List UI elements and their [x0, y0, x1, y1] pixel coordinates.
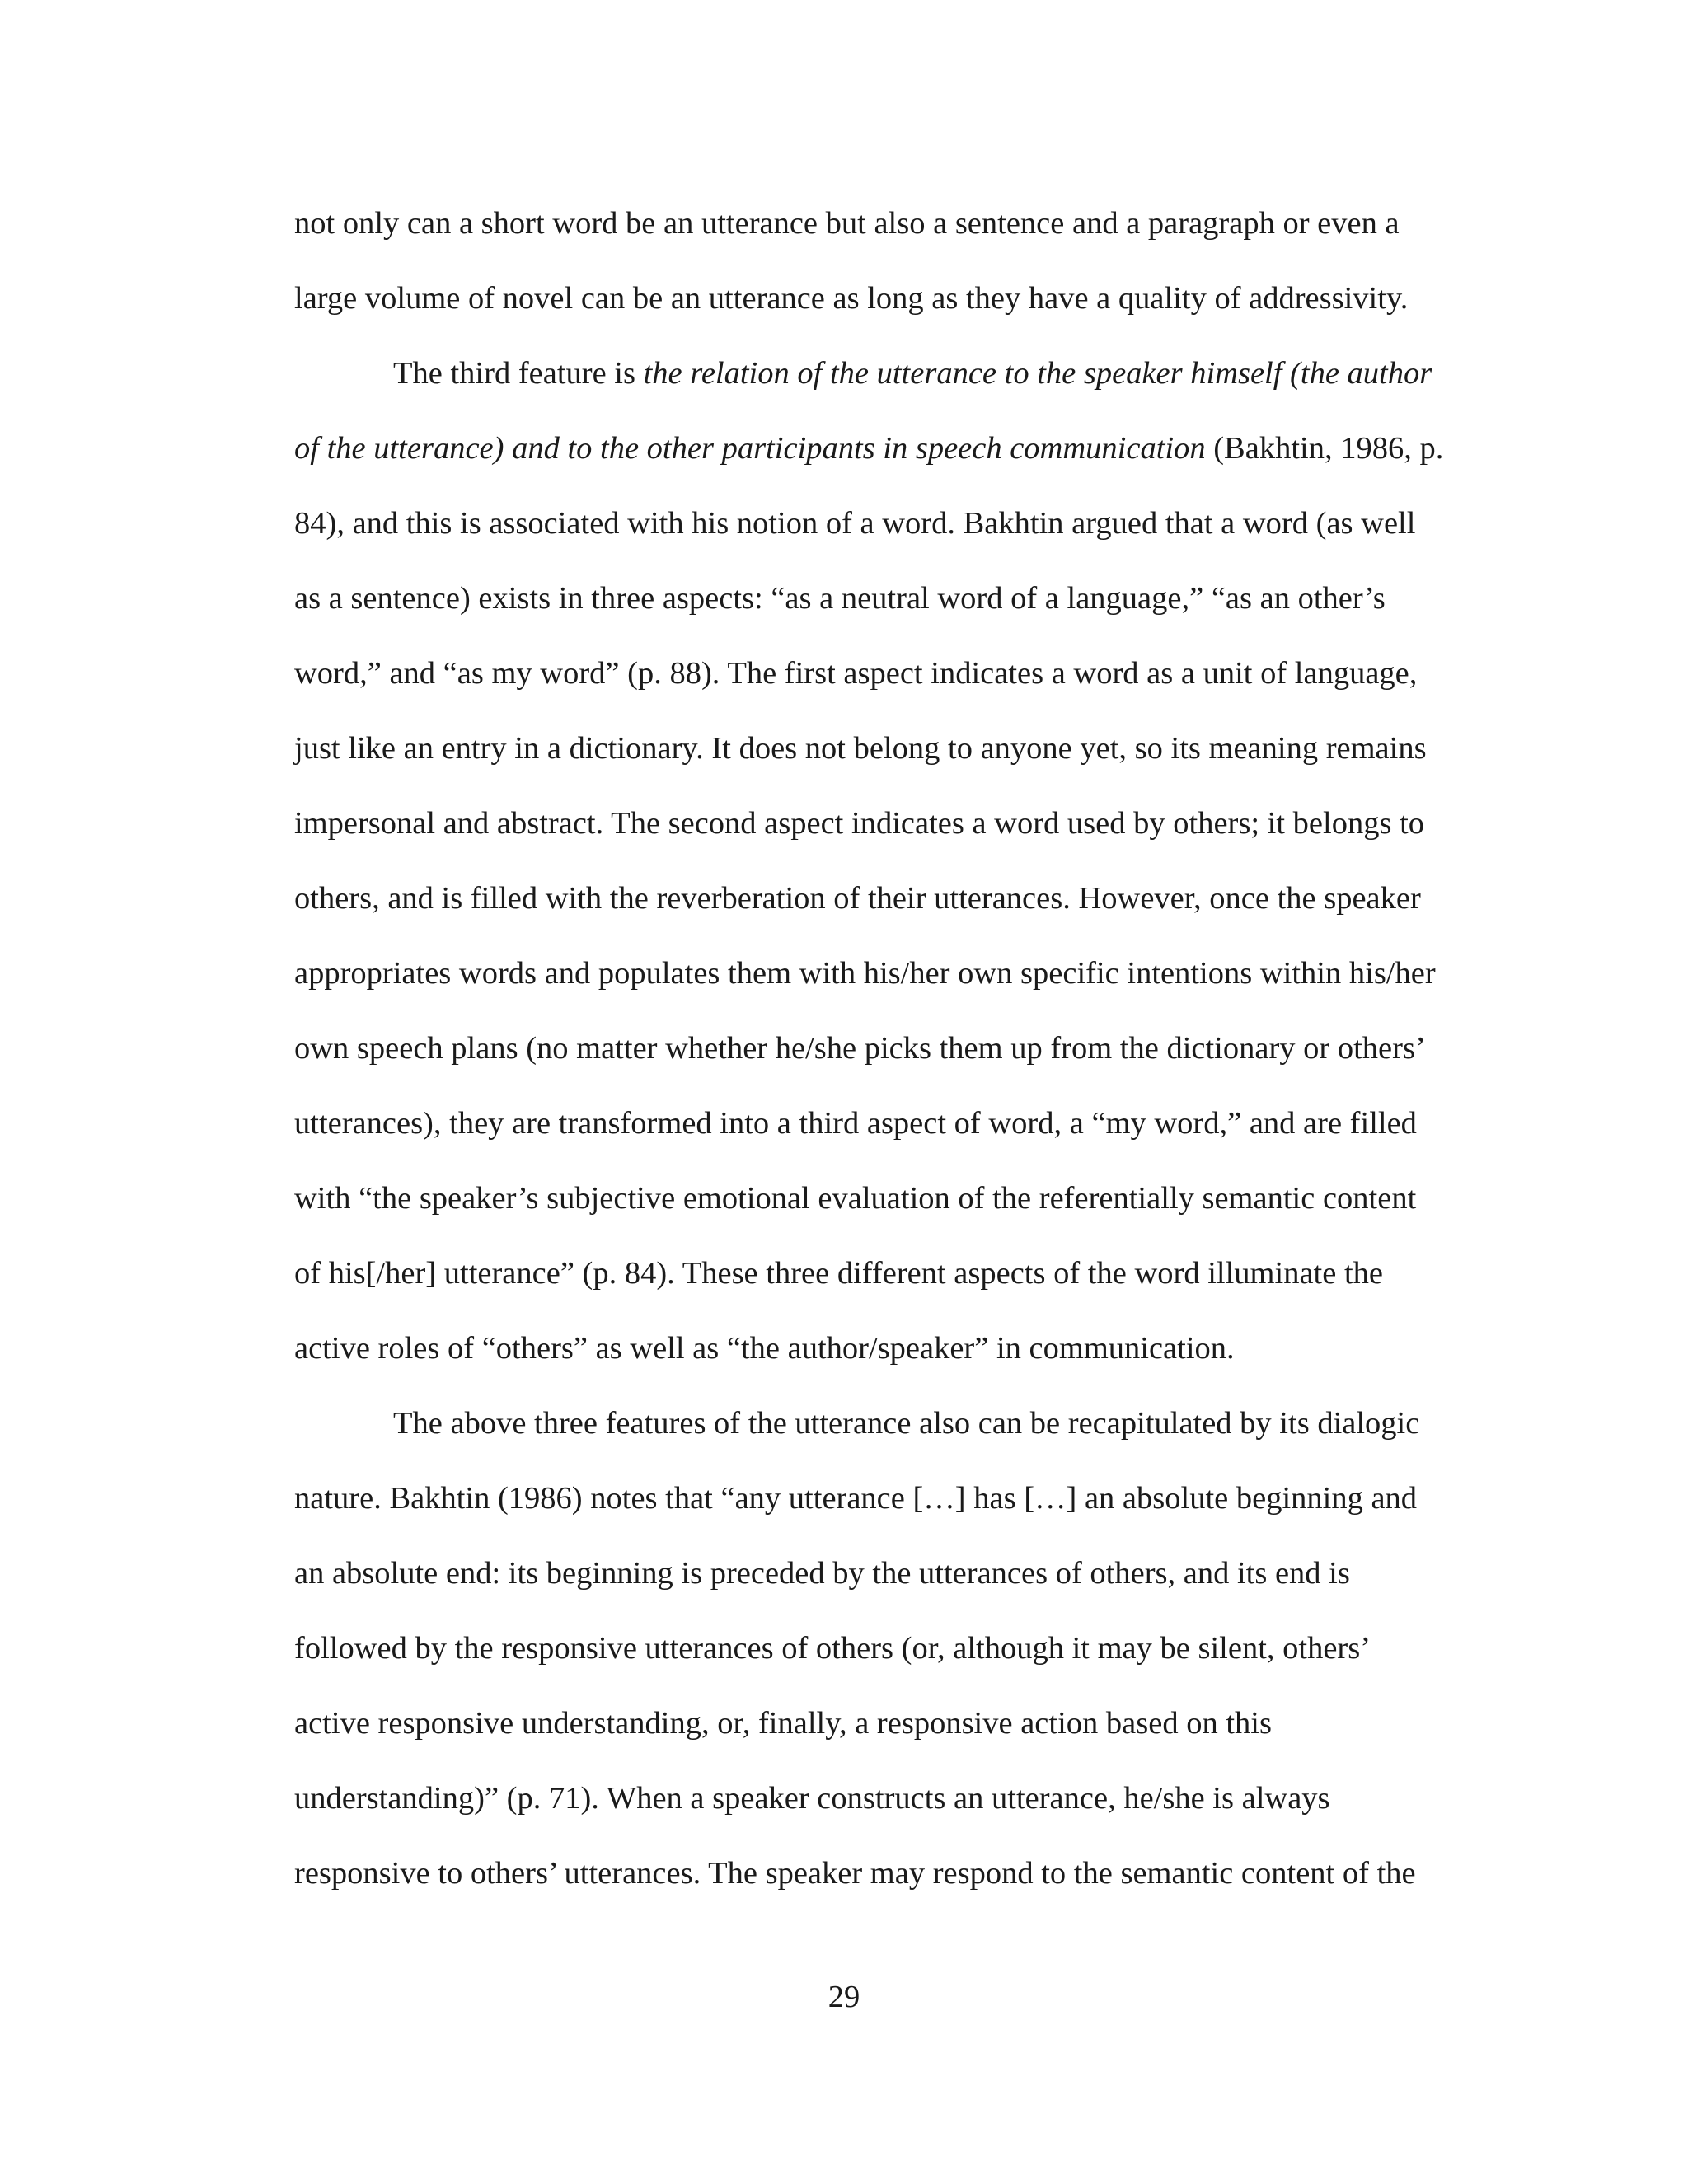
- text-line: [294, 1161, 1481, 1236]
- paragraph: [294, 186, 1481, 336]
- text-segment: (Bakhtin, 1986, p.: [1205, 431, 1444, 466]
- text-segment: word,” and “as my word” (p. 88). The first aspect indicates a word as a unit of language,: [294, 656, 1418, 691]
- text-line: [294, 1836, 1481, 1911]
- text-segment: large volume of novel can be an utterance as long as they have a quality of addressivity.: [294, 281, 1409, 316]
- text-segment: as a sentence) exists in three aspects: “as a neutral word of a language,” “as an other’s: [294, 581, 1386, 616]
- text-segment: impersonal and abstract. The second aspect indicates a word used by others; it belongs to: [294, 806, 1425, 841]
- text-segment: active responsive understanding, or, finally, a responsive action based on this: [294, 1706, 1272, 1741]
- text-segment: The above three features of the utterance also can be recapitulated by its dialogic: [393, 1406, 1420, 1441]
- text-segment: an absolute end: its beginning is preceded by the utterances of others, and its end is: [294, 1556, 1350, 1591]
- text-line: [294, 411, 1481, 486]
- text-segment: others, and is filled with the reverberation of their utterances. However, once the speaker: [294, 881, 1421, 916]
- page-number: 29: [828, 1980, 860, 2014]
- text-segment: utterances), they are transformed into a third aspect of word, a “my word,” and are filled: [294, 1106, 1417, 1141]
- text-segment: followed by the responsive utterances of others (or, although it may be silent, others’: [294, 1631, 1372, 1666]
- text-segment: responsive to others’ utterances. The speaker may respond to the semantic content of the: [294, 1856, 1416, 1891]
- text-line: [294, 1461, 1481, 1536]
- text-segment: 84), and this is associated with his notion of a word. Bakhtin argued that a word (as well: [294, 506, 1416, 541]
- text-line: [294, 1761, 1481, 1836]
- text-segment: not only can a short word be an utterance but also a sentence and a paragraph or even a: [294, 206, 1400, 241]
- text-segment: The third feature is: [393, 356, 644, 391]
- text-segment: appropriates words and populates them with his/her own specific intentions within his/her: [294, 956, 1436, 991]
- paragraph: [294, 1386, 1481, 1911]
- text-line: [294, 1386, 1481, 1461]
- text-segment: understanding)” (p. 71). When a speaker constructs an utterance, he/she is always: [294, 1781, 1330, 1816]
- text-line: [294, 186, 1481, 261]
- text-line: [294, 1011, 1481, 1086]
- text-line: [294, 1536, 1481, 1611]
- text-line: [294, 786, 1481, 861]
- text-line: [294, 1611, 1481, 1686]
- italic-text-segment: the relation of the utterance to the speaker himself (the author: [643, 356, 1432, 391]
- text-line: [294, 861, 1481, 936]
- text-segment: own speech plans (no matter whether he/she picks them up from the dictionary or others’: [294, 1031, 1426, 1066]
- text-segment: active roles of “others” as well as “the author/speaker” in communication.: [294, 1331, 1235, 1366]
- text-line: [294, 1086, 1481, 1161]
- italic-text-segment: of the utterance) and to the other participants in speech communication: [294, 431, 1206, 466]
- text-line: [294, 1311, 1481, 1386]
- text-line: [294, 636, 1481, 711]
- text-line: [294, 936, 1481, 1011]
- text-line: [294, 711, 1481, 786]
- text-line: [294, 486, 1481, 561]
- paragraph: [294, 336, 1481, 1386]
- text-line: [294, 561, 1481, 636]
- text-segment: just like an entry in a dictionary. It does not belong to anyone yet, so its meaning remains: [294, 731, 1427, 766]
- body-text: [294, 186, 1481, 1911]
- text-segment: nature. Bakhtin (1986) notes that “any utterance […] has […] an absolute beginning and: [294, 1481, 1418, 1516]
- text-line: [294, 261, 1481, 336]
- text-segment: with “the speaker’s subjective emotional evaluation of the referentially semantic content: [294, 1181, 1417, 1216]
- text-line: [294, 1236, 1481, 1311]
- text-segment: of his[/her] utterance” (p. 84). These three different aspects of the word illuminate the: [294, 1256, 1383, 1291]
- text-line: [294, 336, 1481, 411]
- text-line: [294, 1686, 1481, 1761]
